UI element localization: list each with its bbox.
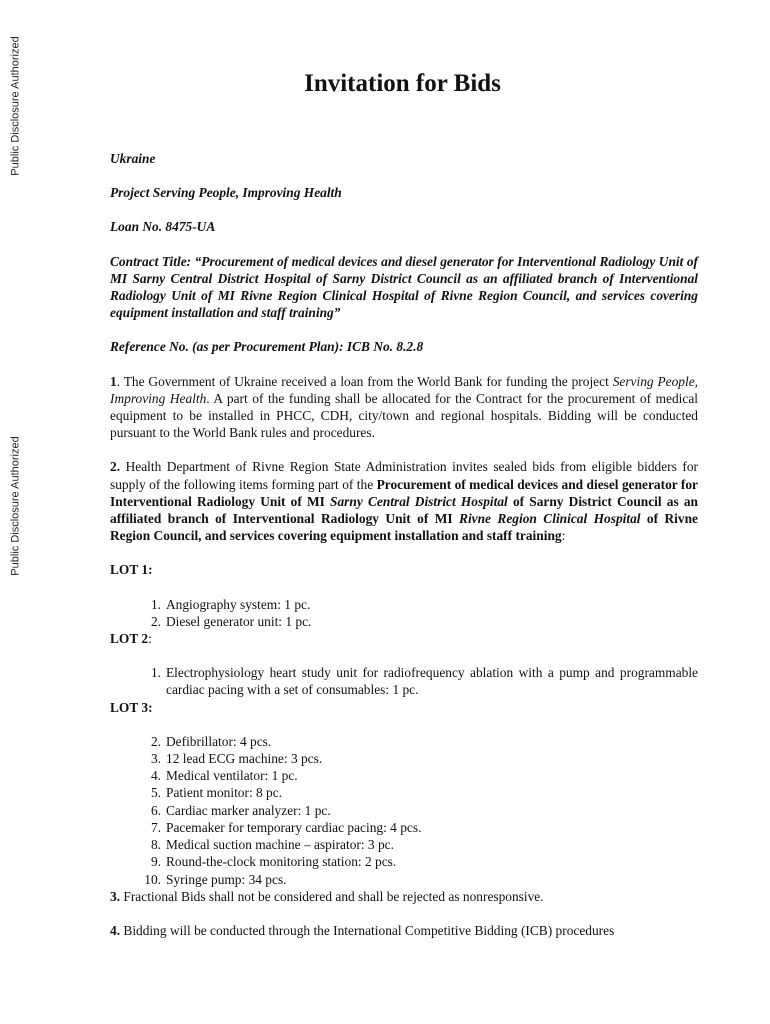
reference-number: Reference No. (as per Procurement Plan): ICB No. 8.2.8 [110, 339, 424, 355]
paragraph-number: 2. [110, 459, 121, 475]
project-name-inline: Serving People, Improving Health [110, 373, 699, 406]
lot-2-list [110, 664, 698, 698]
lot-2-heading [110, 630, 698, 647]
paragraph-2 [110, 458, 698, 544]
procurement-name: of Rivne Region Council, and services covering equipment installation and staff training [110, 511, 698, 544]
list-item [110, 853, 698, 870]
item-text: Angiography system: 1 pc. [166, 596, 311, 612]
list-item [110, 802, 698, 819]
item-text: Round-the-clock monitoring station: 2 pcs. [166, 854, 397, 870]
item-text: Medical ventilator: 1 pc. [166, 768, 298, 784]
disclosure-text: Public Disclosure Authorized [10, 36, 22, 176]
list-item [110, 750, 698, 767]
paragraph-4 [110, 922, 698, 939]
list-item [110, 767, 698, 784]
item-number: 1. [150, 665, 161, 681]
list-item [110, 664, 698, 698]
hospital-name: Sarny Central District Hospital [330, 493, 508, 509]
colon: : [561, 528, 566, 544]
paragraph-text: Fractional Bids shall not be considered and shall be rejected as nonresponsive. [120, 888, 544, 904]
paragraph-text: . The Government of Ukraine received a loan from the World Bank for funding the project [116, 373, 613, 389]
list-item [110, 819, 698, 836]
item-number: 3. [150, 751, 161, 767]
item-number: 2. [150, 613, 161, 629]
lot-3-heading: LOT 3: [110, 699, 153, 715]
item-text: Patient monitor: 8 pc. [166, 785, 283, 801]
paragraph-number: 3. [110, 888, 121, 904]
item-text: 12 lead ECG machine: 3 pcs. [166, 751, 323, 767]
list-item [110, 871, 698, 888]
country: Ukraine [110, 151, 156, 166]
lot-3-list [110, 733, 698, 888]
item-text: Medical suction machine – aspirator: 3 pc. [166, 837, 394, 853]
item-number: 4. [150, 768, 161, 784]
item-text: Diesel generator unit: 1 pc. [166, 613, 312, 629]
item-text: Defibrillator: 4 pcs. [166, 733, 272, 749]
disclosure-text: Public Disclosure Authorized [10, 436, 22, 576]
item-number: 8. [150, 837, 161, 853]
item-number: 2. [150, 733, 161, 749]
lot-label: LOT 2 [110, 631, 149, 647]
public-disclosure-note-top [2, 6, 30, 206]
item-number: 9. [150, 854, 161, 870]
document-title: Invitation for Bids [304, 70, 501, 97]
list-item [110, 733, 698, 750]
paragraph-text: . A part of the funding shall be allocated for the Contract for the procurement of medical equipment to be installed in PHCC, CDH, city/town and regional hospitals. Bidding will be conducted pursuant to the World Bank rules and procedures. [110, 390, 698, 441]
paragraph-text: Bidding will be conducted through the International Competitive Bidding (ICB) procedures [120, 922, 615, 938]
list-item [110, 784, 698, 801]
procurement-name: of Sarny District Council as an affiliated branch of Interventional Radiology Unit of MI [110, 493, 699, 527]
item-number: 10. [144, 871, 161, 887]
item-text: Cardiac marker analyzer: 1 pc. [166, 802, 331, 818]
paragraph-number: 4. [110, 922, 121, 938]
item-number: 1. [150, 596, 161, 612]
procurement-name: Procurement of medical devices and diesel generator for Interventional Radiology Unit of MI [110, 476, 698, 509]
hospital-name: Rivne Region Clinical Hospital [459, 511, 641, 527]
paragraph-text: Health Department of Rivne Region State Administration invites sealed bids from eligible bidders for supply of the following items forming part of the [110, 459, 698, 492]
public-disclosure-note-middle [2, 406, 30, 606]
item-text: Pacemaker for temporary cardiac pacing: 4 pcs. [166, 819, 422, 835]
lot-1-list [110, 596, 698, 630]
contract-title: Contract Title: “Procurement of medical devices and diesel generator for Interventional Radiology Unit of MI Sarny Central District Hospital of Sarny District Council as an affiliated branch of Interventional Radiology Unit of MI Rivne Region Clinical Hospital of Rivne Region Council, and services covering equipment installation and staff training” [110, 253, 698, 321]
item-text: Electrophysiology heart study unit for radiofrequency ablation with a pump and programmable cardiac pacing with a set of consumables: 1 pc. [166, 665, 698, 698]
item-number: 6. [150, 802, 161, 818]
paragraph-1 [110, 373, 698, 442]
item-number: 7. [150, 819, 161, 835]
colon: : [148, 631, 152, 647]
project-name: Project Serving People, Improving Health [110, 185, 342, 201]
list-item [110, 836, 698, 853]
list-item [110, 596, 698, 613]
item-text: Syringe pump: 34 pcs. [166, 871, 287, 887]
lot-1-heading: LOT 1: [110, 562, 153, 578]
document-body [110, 150, 698, 939]
paragraph-3 [110, 888, 698, 905]
item-number: 5. [150, 785, 161, 801]
loan-number: Loan No. 8475-UA [110, 219, 216, 235]
list-item [110, 613, 698, 630]
paragraph-number: 1 [110, 373, 117, 389]
